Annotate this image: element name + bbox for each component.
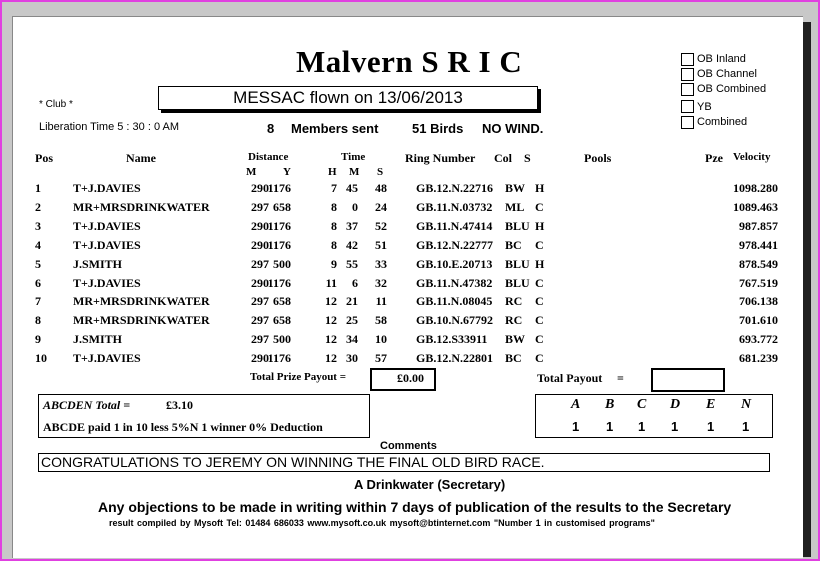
row-dist-y: 658 (273, 294, 291, 309)
combined-checkbox[interactable] (681, 116, 694, 129)
row-time-h: 12 (325, 313, 337, 328)
row-time-s: 52 (375, 218, 387, 233)
col-time-s: S (377, 166, 384, 178)
col-time-h: H (328, 166, 337, 178)
total-prize-value: £0.00 (397, 371, 424, 385)
row-colour: BLU (505, 256, 530, 271)
row-dist-m: 290 (251, 275, 269, 290)
col-name: Name (126, 151, 156, 165)
col-pools: Pools (584, 151, 612, 165)
row-dist-m: 290 (251, 237, 269, 252)
row-dist-m: 297 (251, 332, 269, 347)
members-count: 8 (267, 121, 275, 136)
table-row (0, 313, 820, 332)
row-ring: GB.10.N.67792 (416, 313, 494, 328)
members-label: Members sent (291, 121, 379, 136)
row-dist-m: 290 (251, 351, 269, 366)
row-time-h: 8 (331, 199, 337, 214)
row-time-h: 8 (331, 218, 337, 233)
row-time-s: 32 (375, 275, 387, 290)
row-velocity: 767.519 (739, 275, 778, 290)
row-dist-m: 290 (251, 181, 269, 195)
row-name: T+J.DAVIES (73, 237, 141, 252)
pool-value: 1 (671, 419, 679, 434)
row-ring: GB.11.N.47382 (416, 275, 493, 290)
row-sex: H (535, 256, 545, 271)
row-ring: GB.12.N.22716 (416, 181, 494, 195)
ob-inland-label: OB Inland (697, 53, 746, 65)
col-prize: Pze (705, 151, 723, 165)
table-row (0, 219, 820, 238)
liberation-time: Liberation Time 5 : 30 : 0 AM (39, 121, 180, 133)
race-subtitle: MESSAC flown on 13/06/2013 (158, 86, 538, 110)
row-name: J.SMITH (73, 256, 123, 271)
row-velocity: 693.772 (739, 332, 778, 347)
total-payout-equals: = (617, 371, 624, 385)
row-dist-m: 290 (251, 218, 269, 233)
row-velocity: 1098.280 (733, 181, 778, 195)
row-name: T+J.DAVIES (73, 218, 141, 233)
row-time-m: 34 (346, 332, 358, 347)
row-time-h: 9 (331, 256, 337, 271)
row-time-s: 58 (375, 313, 387, 328)
row-time-s: 57 (375, 351, 387, 366)
row-time-h: 12 (325, 294, 337, 309)
row-time-m: 30 (346, 351, 358, 366)
row-pos: 2 (35, 199, 41, 214)
row-time-s: 11 (375, 294, 387, 309)
combined-label: Combined (697, 116, 748, 128)
pool-value: 1 (707, 419, 715, 434)
table-row (0, 181, 820, 200)
row-dist-m: 297 (251, 294, 269, 309)
row-name: T+J.DAVIES (73, 181, 141, 195)
comments-label: Comments (380, 440, 437, 452)
row-ring: GB.10.E.20713 (416, 256, 493, 271)
ob-combined-checkbox[interactable] (681, 83, 694, 96)
pool-letter: N (741, 397, 752, 412)
col-dist-m: M (246, 166, 257, 178)
row-time-h: 12 (325, 332, 337, 347)
table-row (0, 200, 820, 219)
row-dist-y: 1176 (267, 218, 291, 233)
row-time-m: 37 (346, 218, 358, 233)
row-velocity: 701.610 (739, 313, 778, 328)
row-dist-y: 658 (273, 199, 291, 214)
wind-note: NO WIND. (482, 121, 544, 136)
row-time-s: 24 (375, 199, 387, 214)
row-sex: H (535, 218, 545, 233)
row-velocity: 987.857 (739, 218, 778, 233)
abcden-value: £3.10 (166, 398, 193, 412)
row-time-m: 45 (346, 181, 358, 195)
pool-letter: A (571, 397, 581, 412)
row-name: J.SMITH (73, 332, 123, 347)
total-payout-box (651, 368, 725, 392)
col-distance: Distance (248, 151, 289, 163)
row-dist-y: 1176 (267, 237, 291, 252)
row-colour: BC (505, 351, 522, 366)
row-dist-y: 658 (273, 313, 291, 328)
row-ring: GB.12.N.22801 (416, 351, 494, 366)
row-time-m: 6 (352, 275, 358, 290)
abcden-note: ABCDE paid 1 in 10 less 5%N 1 winner 0% Deduction (43, 420, 323, 434)
row-pos: 7 (35, 294, 41, 309)
row-name: MR+MRSDRINKWATER (73, 313, 210, 328)
row-time-m: 25 (346, 313, 358, 328)
compiler-credit: result compiled by Mysoft Tel: 01484 686033 www.mysoft.co.uk mysoft@btinternet.com "Number 1 in customised programs" (109, 518, 655, 528)
row-sex: C (535, 351, 544, 366)
row-dist-m: 297 (251, 313, 269, 328)
col-time-m: M (349, 166, 360, 178)
pool-value: 1 (572, 419, 580, 434)
table-row (0, 238, 820, 257)
page-title: Malvern S R I C (296, 44, 523, 79)
row-colour: BLU (505, 275, 530, 290)
col-colour: Col (494, 151, 512, 165)
abcden-label: ABCDEN Total = (43, 398, 131, 412)
row-colour: BC (505, 237, 522, 252)
col-velocity: Velocity (733, 151, 771, 163)
row-velocity: 1089.463 (733, 199, 778, 214)
row-time-s: 33 (375, 256, 387, 271)
row-sex: C (535, 313, 544, 328)
row-colour: BLU (505, 218, 530, 233)
row-dist-y: 500 (273, 256, 291, 271)
row-dist-y: 500 (273, 332, 291, 347)
row-dist-y: 1176 (267, 275, 291, 290)
row-pos: 8 (35, 313, 41, 328)
row-dist-m: 297 (251, 256, 269, 271)
row-time-m: 42 (346, 237, 358, 252)
pool-letter: B (605, 397, 615, 412)
row-pos: 5 (35, 256, 41, 271)
ob-channel-label: OB Channel (697, 68, 757, 80)
row-dist-y: 1176 (267, 351, 291, 366)
row-pos: 6 (35, 275, 41, 290)
total-payout-label: Total Payout (537, 371, 603, 385)
row-name: T+J.DAVIES (73, 275, 141, 290)
row-ring: GB.12.S33911 (416, 332, 488, 347)
birds-count: 51 Birds (412, 121, 464, 136)
row-ring: GB.11.N.03732 (416, 199, 493, 214)
row-pos: 4 (35, 237, 41, 252)
row-name: MR+MRSDRINKWATER (73, 294, 210, 309)
row-velocity: 706.138 (739, 294, 778, 309)
pool-letter: C (637, 397, 647, 412)
row-colour: ML (505, 199, 525, 214)
row-time-h: 7 (331, 181, 337, 195)
row-time-s: 10 (375, 332, 387, 347)
row-time-m: 55 (346, 256, 358, 271)
row-dist-m: 297 (251, 199, 269, 214)
pool-value: 1 (742, 419, 750, 434)
comments-box: CONGRATULATIONS TO JEREMY ON WINNING THE FINAL OLD BIRD RACE. (38, 453, 770, 472)
row-pos: 10 (35, 351, 47, 366)
row-ring: GB.11.N.08045 (416, 294, 493, 309)
row-sex: H (535, 181, 545, 195)
total-prize-label: Total Prize Payout = (250, 371, 346, 383)
ob-combined-label: OB Combined (697, 83, 767, 95)
row-time-m: 21 (346, 294, 358, 309)
row-pos: 9 (35, 332, 41, 347)
ob-inland-checkbox[interactable] (681, 53, 694, 66)
row-velocity: 681.239 (739, 351, 778, 366)
row-colour: BW (505, 181, 526, 195)
row-colour: BW (505, 332, 526, 347)
row-ring: GB.11.N.47414 (416, 218, 493, 233)
row-velocity: 878.549 (739, 256, 778, 271)
row-ring: GB.12.N.22777 (416, 237, 494, 252)
row-sex: C (535, 332, 544, 347)
row-name: MR+MRSDRINKWATER (73, 199, 210, 214)
table-row (0, 332, 820, 351)
row-time-h: 11 (325, 275, 337, 290)
row-time-s: 48 (375, 181, 387, 195)
col-time: Time (341, 151, 366, 163)
pool-value: 1 (606, 419, 614, 434)
row-sex: C (535, 275, 544, 290)
row-sex: C (535, 199, 544, 214)
table-row (0, 294, 820, 313)
table-row (0, 257, 820, 276)
row-time-h: 12 (325, 351, 337, 366)
row-time-s: 51 (375, 237, 387, 252)
col-dist-y: Y (283, 166, 291, 178)
row-time-m: 0 (352, 199, 358, 214)
row-name: T+J.DAVIES (73, 351, 141, 366)
row-time-h: 8 (331, 237, 337, 252)
col-sex: S (524, 151, 531, 165)
ob-channel-checkbox[interactable] (681, 68, 694, 81)
row-sex: C (535, 294, 544, 309)
pool-letter: E (706, 397, 716, 412)
col-ring: Ring Number (405, 151, 476, 165)
row-pos: 3 (35, 218, 41, 233)
club-label: * Club * (39, 99, 73, 110)
row-colour: RC (505, 294, 523, 309)
col-pos: Pos (35, 151, 53, 165)
row-velocity: 978.441 (739, 237, 778, 252)
row-sex: C (535, 237, 544, 252)
pool-value: 1 (638, 419, 646, 434)
pool-letter: D (670, 397, 681, 412)
row-colour: RC (505, 313, 523, 328)
row-pos: 1 (35, 181, 41, 195)
table-row (0, 276, 820, 295)
yb-label: YB (697, 101, 712, 113)
secretary: A Drinkwater (Secretary) (354, 477, 506, 492)
objections-note: Any objections to be made in writing within 7 days of publication of the results to the Secretary (98, 499, 732, 515)
row-dist-y: 1176 (267, 181, 291, 195)
yb-checkbox[interactable] (681, 100, 694, 113)
